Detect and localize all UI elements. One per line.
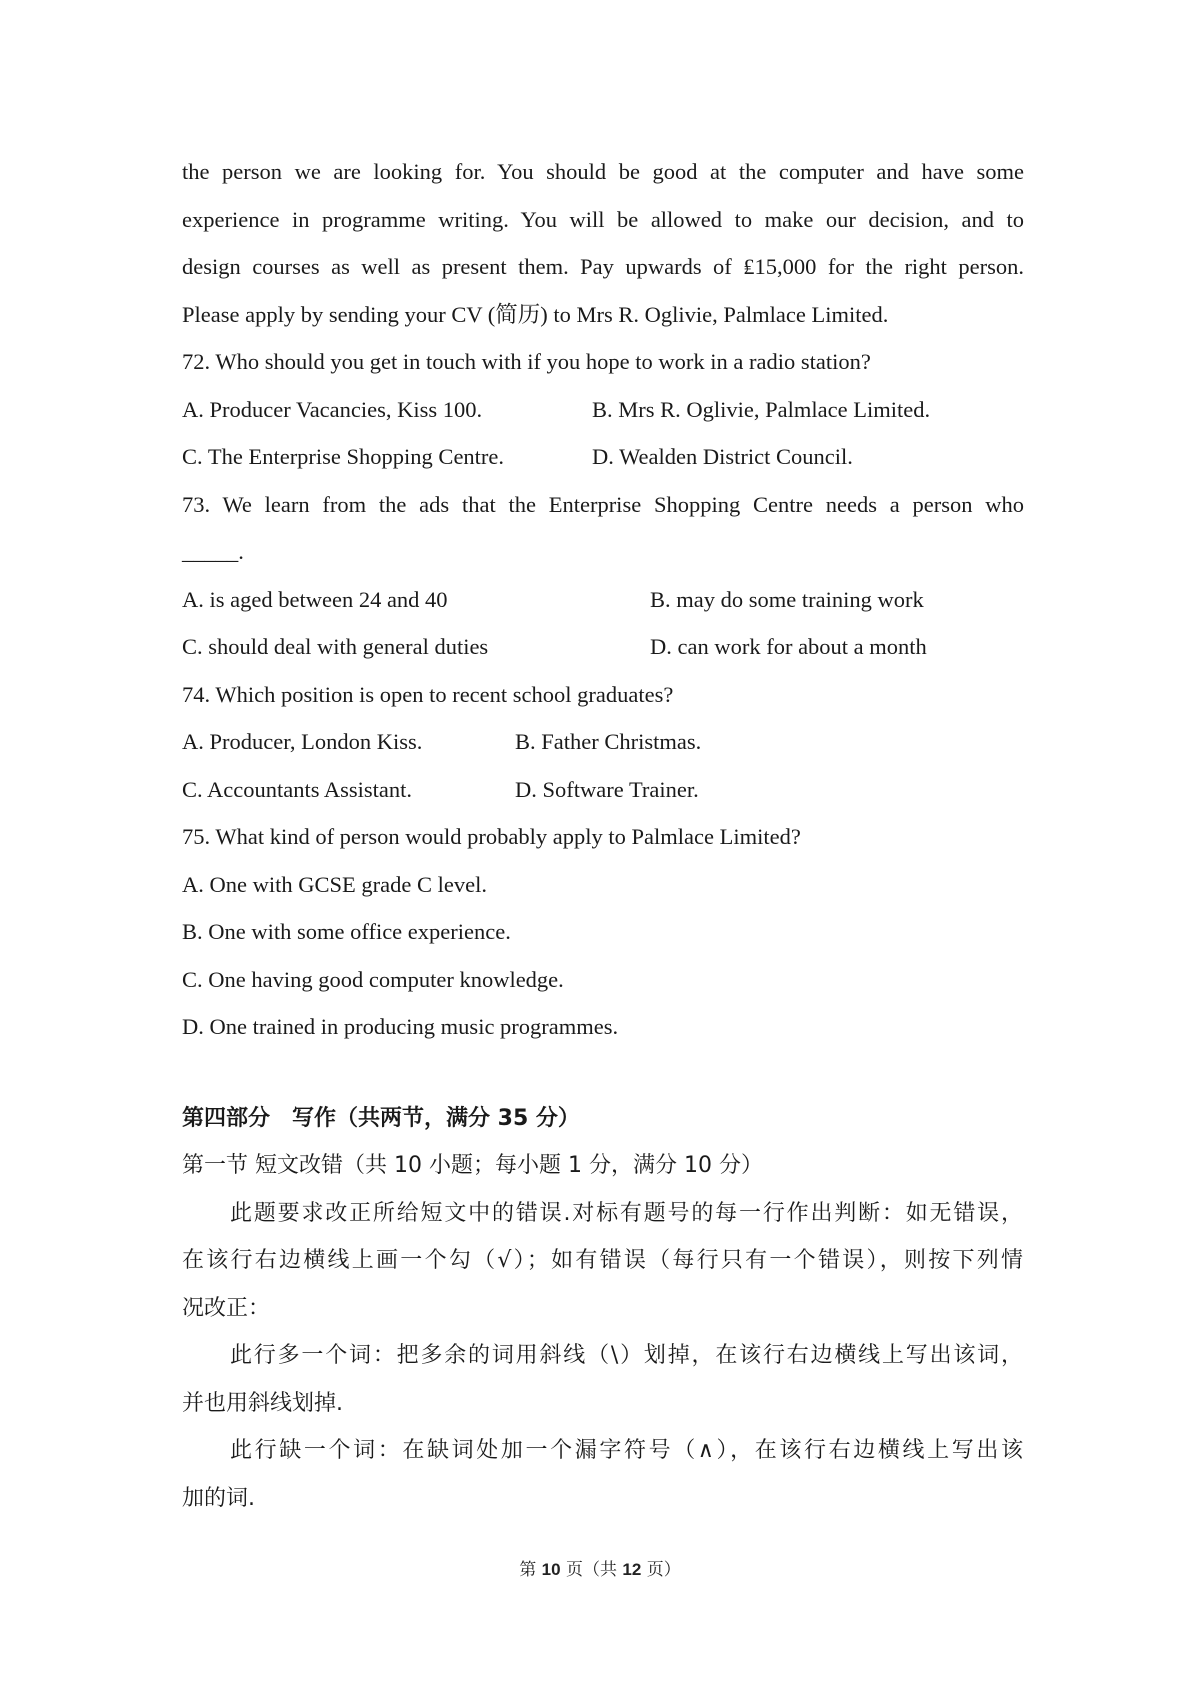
option-row bbox=[182, 766, 1024, 814]
option-row bbox=[182, 386, 1024, 434]
option-row bbox=[182, 433, 1024, 481]
option-row bbox=[182, 718, 1024, 766]
passage-line: the person we are looking for. You should be good at the computer and have some bbox=[182, 159, 1024, 184]
option-c: C. should deal with general duties bbox=[182, 634, 489, 659]
instruction-line: 加的词. bbox=[182, 1485, 255, 1511]
option-a: A. Producer, London Kiss. bbox=[182, 729, 423, 754]
question-stem: 73. We learn from the ads that the Enterprise Shopping Centre needs a person who bbox=[182, 491, 1024, 517]
passage-line: Please apply by sending your CV (简历) to Mrs R. Oglivie, Palmlace Limited. bbox=[182, 301, 889, 327]
instruction-line: 此行多一个词：把多余的词用斜线（\）划掉，在该行右边横线上写出该词， bbox=[230, 1343, 1024, 1368]
option-a: A. Producer Vacancies, Kiss 100. bbox=[182, 396, 483, 422]
page-total: 12 bbox=[622, 1560, 642, 1579]
option-d: D. can work for about a month bbox=[650, 634, 927, 659]
option-a: A. One with GCSE grade C level. bbox=[182, 871, 487, 897]
section-heading: 第一节 短文改错（共 10 小题；每小题 1 分，满分 10 分） bbox=[182, 1153, 763, 1178]
option-row bbox=[182, 623, 1024, 671]
question-stem: 74. Which position is open to recent school graduates? bbox=[182, 681, 674, 707]
question-72 bbox=[182, 338, 1024, 481]
passage-line: experience in programme writing. You will be allowed to make our decision, and to bbox=[182, 206, 1024, 232]
question-stem: 75. What kind of person would probably apply to Palmlace Limited? bbox=[182, 824, 801, 849]
option-row bbox=[182, 576, 1024, 624]
footer-suffix: 页） bbox=[641, 1560, 681, 1580]
question-73 bbox=[182, 481, 1024, 671]
part-heading: 第四部分 写作（共两节，满分 35 分） bbox=[182, 1105, 580, 1131]
option-d: D. Wealden District Council. bbox=[592, 444, 853, 469]
instruction-line: 况改正： bbox=[182, 1295, 271, 1321]
question-stem: 72. Who should you get in touch with if you hope to work in a radio station? bbox=[182, 349, 871, 374]
page-number: 10 bbox=[541, 1560, 561, 1579]
instruction-line: 此题要求改正所给短文中的错误.对标有题号的每一行作出判断：如无错误， bbox=[230, 1200, 1024, 1226]
option-b: B. Mrs R. Oglivie, Palmlace Limited. bbox=[592, 396, 931, 422]
instructions-paragraph-1 bbox=[182, 1190, 1024, 1333]
page-footer bbox=[0, 1555, 1200, 1580]
question-74 bbox=[182, 671, 1024, 814]
footer-prefix: 第 bbox=[519, 1560, 542, 1580]
section-gap bbox=[182, 1051, 1024, 1095]
option-d: D. Software Trainer. bbox=[515, 776, 699, 802]
passage bbox=[182, 148, 1024, 338]
option-b: B. may do some training work bbox=[650, 586, 924, 612]
passage-line: design courses as well as present them. Pay upwards of ₤15,000 for the right person. bbox=[182, 254, 1024, 279]
instruction-line: 并也用斜线划掉. bbox=[182, 1390, 343, 1416]
option-c: C. The Enterprise Shopping Centre. bbox=[182, 444, 505, 469]
question-75 bbox=[182, 813, 1024, 1051]
page-content bbox=[182, 148, 1024, 1522]
option-b: B. One with some office experience. bbox=[182, 919, 511, 944]
option-a: A. is aged between 24 and 40 bbox=[182, 586, 448, 612]
option-d: D. One trained in producing music programmes. bbox=[182, 1014, 619, 1039]
instruction-line: 此行缺一个词：在缺词处加一个漏字符号（∧），在该行右边横线上写出该 bbox=[230, 1438, 1024, 1463]
footer-middle: 页（共 bbox=[560, 1560, 623, 1580]
part-4-writing bbox=[182, 1095, 1024, 1523]
instruction-line: 在该行右边横线上画一个勾（√）；如有错误（每行只有一个错误），则按下列情 bbox=[182, 1248, 1024, 1273]
option-c: C. Accountants Assistant. bbox=[182, 776, 412, 802]
option-c: C. One having good computer knowledge. bbox=[182, 966, 564, 992]
instructions-paragraph-3 bbox=[182, 1427, 1024, 1522]
instructions-paragraph-2 bbox=[182, 1332, 1024, 1427]
option-b: B. Father Christmas. bbox=[515, 729, 702, 754]
answer-blank: _____. bbox=[182, 539, 244, 564]
